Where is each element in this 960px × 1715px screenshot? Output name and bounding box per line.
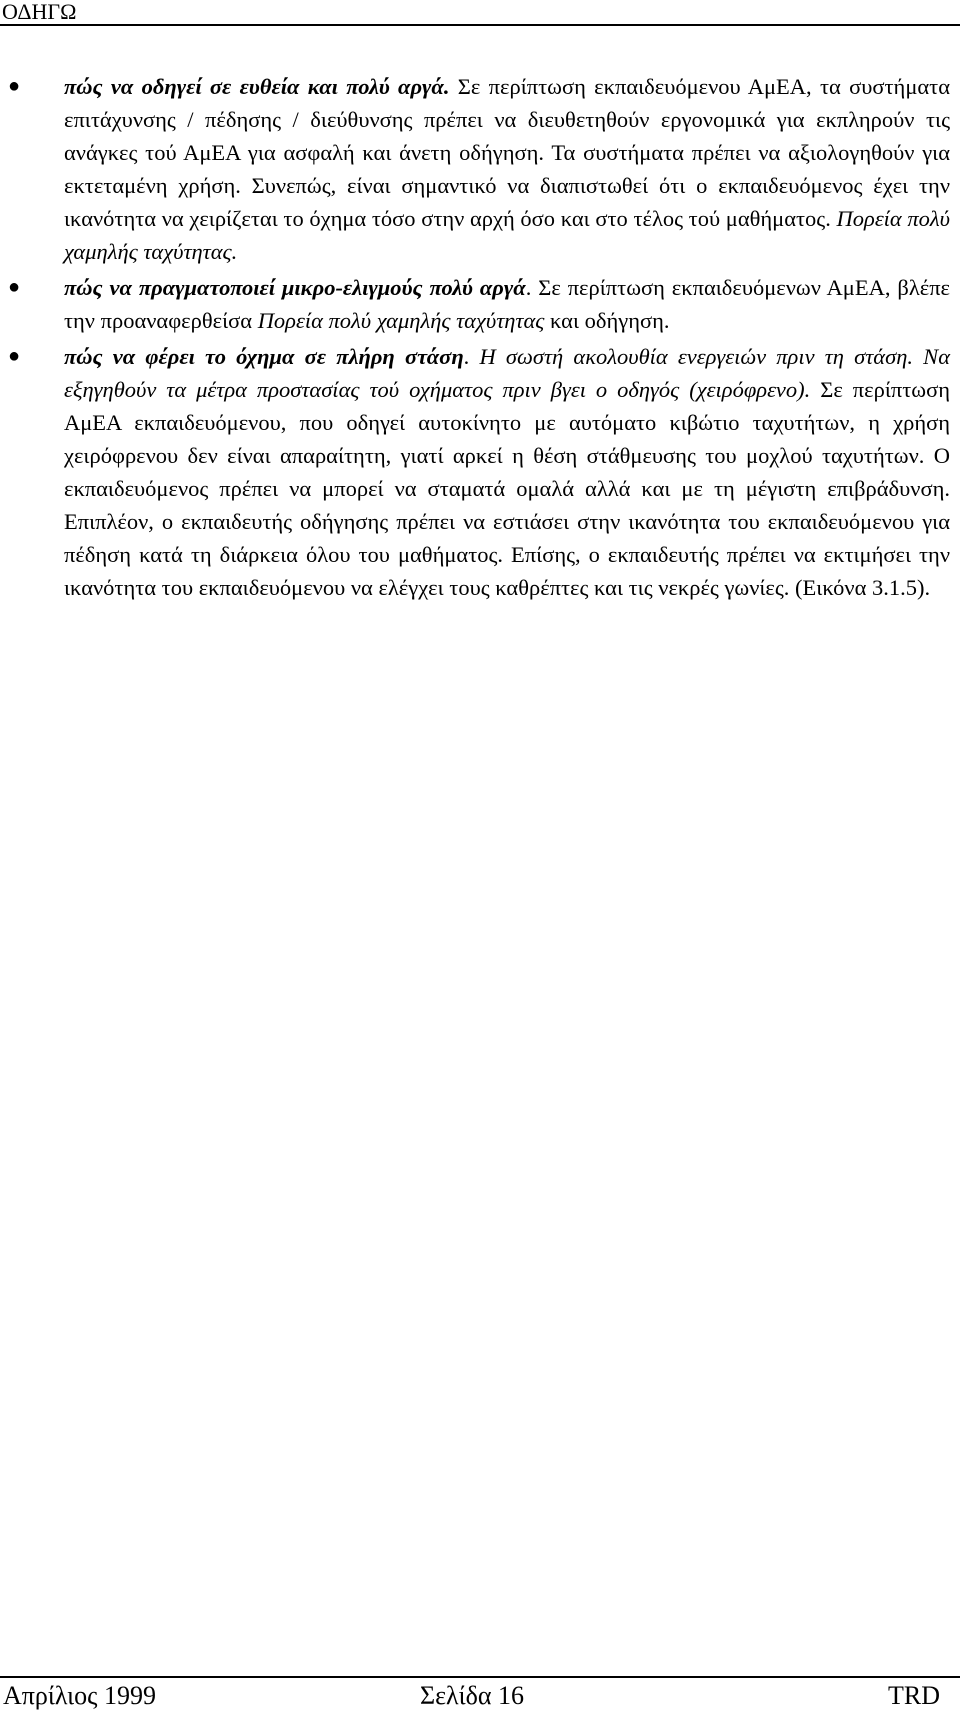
item-text: . Σε περίπτωση εκπαιδευόμενων ΑμΕΑ, βλέπε την προαναφερθείσα: [64, 275, 951, 333]
item-text: Σε περίπτωση εκπαιδευόμενου ΑμΕΑ, τα συστήματα επιτάχυνσης / πέδησης / διεύθυνσης πρέπει να διευθετηθούν εργονομικά για εκπληρούν τις ανάγκες τού ΑμΕΑ για ασφαλή και άνετη οδήγηση. Τα συστήματα πρέπει να αξιολογηθούν για εκτεταμένη χρήση. Συνεπώς, είναι σημαντικό να διαπιστωθεί ότι ο εκπαιδευόμενος έχει την ικανότητα να χειρίζεται το όχημα τόσο στην αρχή όσο και στο τέλος τού μαθήματος.: [64, 74, 951, 231]
footer-org: TRD: [888, 1681, 940, 1710]
footer-page-number: Σελίδα 16: [420, 1681, 525, 1710]
footer-date: Απρίλιος 1999: [3, 1681, 156, 1710]
item-text: Σε περίπτωση ΑμΕΑ εκπαιδευόμενου, που οδηγεί αυτοκίνητο με αυτόματο κιβώτιο ταχυτήτων, η χρήση χειρόφρενου δεν είναι απαραίτητη, γιατί αρκεί η θέση στάθμευσης του μοχλού ταχυτήτων. Ο εκπαιδευόμενος πρέπει να μπορεί να σταματά ομαλά αλλά και με τη μέγιστη επιβράδυνση. Επιπλέον, ο εκπαιδευτής οδήγησης πρέπει να εστιάσει στην ικανότητα του εκπαιδευόμενου για πέδηση κατά τη διάρκεια όλου του μαθήματος. Επίσης, ο εκπαιδευτής πρέπει να εκτιμήσει την ικανότητα του εκπαιδευόμενου να ελέγχει τους καθρέπτες και τις νεκρές γωνίες. (Εικόνα 3.1.5).: [64, 377, 950, 600]
item-italic: Η σωστή ακολουθία ενεργειών πριν τη στάση. Να εξηγηθούν τα μέτρα προστασίας τού οχήματος πριν βγει ο οδηγός (χειρόφρενο).: [64, 344, 950, 402]
list-item: [8, 340, 950, 604]
item-text: .: [463, 344, 480, 369]
list-item: [8, 271, 951, 337]
item-lead: πώς να φέρει το όχημα σε πλήρη στάση: [64, 344, 464, 369]
item-italic: Πορεία πολύ χαμηλής ταχύτητας.: [64, 206, 950, 264]
footer-divider: [0, 1676, 960, 1678]
item-lead: πώς να οδηγεί σε ευθεία και πολύ αργά.: [64, 74, 450, 99]
page-header-title: ΟΔΗΓΩ: [2, 0, 77, 24]
bullet-icon: ●: [8, 75, 21, 97]
item-italic: Πορεία πολύ χαμηλής ταχύτητας: [257, 308, 545, 333]
header-divider: [0, 24, 960, 26]
item-lead: πώς να πραγματοποιεί μικρο-ελιγμούς πολύ αργά: [64, 275, 526, 300]
document-body: [8, 70, 951, 607]
item-text: και οδήγηση.: [544, 308, 670, 333]
bullet-icon: ●: [8, 276, 21, 298]
bullet-icon: ●: [8, 345, 21, 367]
list-item: [8, 70, 951, 268]
